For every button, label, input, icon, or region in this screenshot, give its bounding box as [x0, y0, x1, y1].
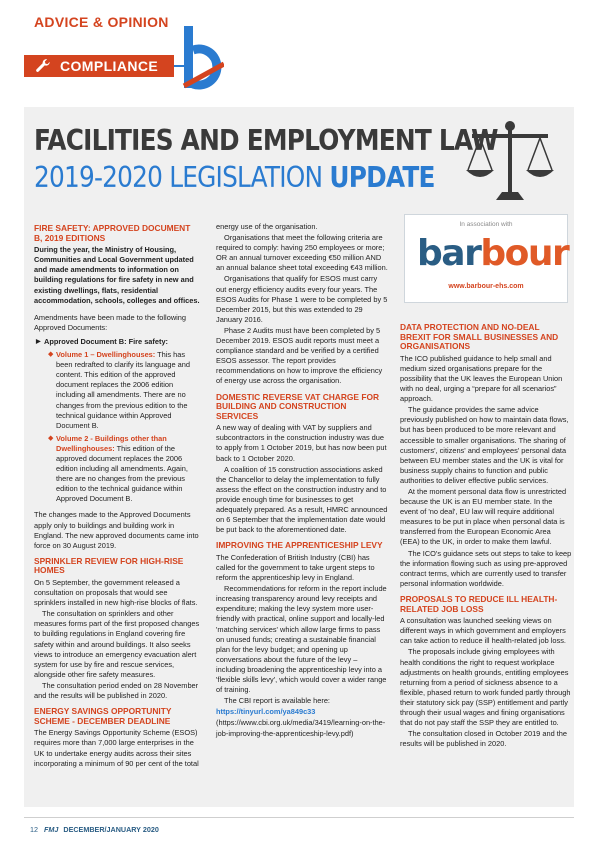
sprinkler-p2: The consultation on sprinklers and other measures forms part of the first proposed changes to building regulations in England covering fire safety within and around buildings. It also seeks views to introduce an emergency evacuation alert system for use by fire and rescue services, alongside other fire safety measures.: [34, 609, 200, 679]
barbour-logo: [417, 233, 568, 274]
heading-sprinkler: SPRINKLER REVIEW FOR HIGH-RISE HOMES: [34, 555, 184, 576]
category-label: COMPLIANCE: [60, 58, 159, 74]
health-p2: The proposals include giving employees with health conditions the right to request workplace adjustments on health grounds, entitling employees returning from a period of sickness absence to a flexible, phased return to work funded partly through their statutory sick pay (SSP) entitlement and partly through their usual wages and fining organisations that do not pay staff the SSP they are entitled to.: [400, 647, 571, 728]
sponsor-assoc-text: In association with: [459, 221, 513, 228]
wrench-icon: [34, 57, 52, 75]
sprinkler-p1: On 5 September, the government released a consultation on proposals that would see sprinklers installed in new high-rise blocks of flats.: [34, 578, 198, 608]
issue-date: DECEMBER/JANUARY 2020: [63, 825, 159, 834]
diamond-bullet-icon: ◆: [48, 351, 54, 359]
gdpr-p4: The ICO's guidance sets out steps to take to keep the information flowing such as using pre-approved contract terms, which are currently used to transfer personal information worldwide.: [400, 548, 572, 588]
esos-p1: The Energy Savings Opportunity Scheme (ESOS) requires more than 7,000 large enterprises in the UK to undertake energy audits across their sites incorporating a minimum of 90 per cent of the total: [34, 728, 199, 768]
column-2: [216, 222, 388, 740]
volume-2-body: This edition of the approved document replaces the 2006 edition including all amendments. Again, there are no changes from the previous edition to the technical guidance within Approved Document B.: [56, 443, 188, 504]
heading-esos: ENERGY SAVINGS OPPORTUNITY SCHEME - DECEMBER DEADLINE: [34, 706, 172, 726]
gdpr-p3: At the moment personal data flow is unrestricted because the UK is an EU member state. In the event of 'no deal', EU law will require additional measures to be put in place when personal data is transferred from the European Economic Area (EEA) to the UK, in order to make them lawful.: [400, 487, 567, 547]
column-3: [400, 319, 572, 750]
headline-line2: [34, 161, 435, 194]
fire-lead: During the year, the Ministry of Housing, Communities and Local Government updated and made amendments to information on building regulations for fire safety in new and existing dwellings, flats, residential accommodation, schools, colleges and offices.: [34, 245, 200, 305]
heading-vat: DOMESTIC REVERSE VAT CHARGE FOR BUILDING AND CONSTRUCTION SERVICES: [216, 391, 380, 421]
esos-p2: Organisations that meet the following criteria are required to comply: having 250 employees or more; OR an annual turnover exceeding €50 million AND an annual balance sheet total exceeding €43 million.: [216, 233, 388, 273]
volume-2-item: [48, 434, 201, 505]
levy-short-link[interactable]: https://tinyurl.com/ya849c33: [216, 707, 316, 717]
vat-p1: A new way of dealing with VAT by suppliers and subcontractors in the construction industry was due to apply from 1 October 2019, but has now been put back to 1 October 2020.: [216, 423, 387, 463]
levy-full-link[interactable]: (https://www.cbi.org.uk/media/3419/learning-on-the-job-improving-the-apprenticeship-levy.pdf): [216, 718, 386, 738]
gdpr-p2: The guidance provides the same advice previously published on how to maintain data flows, but has been produced to be more relevant and accessible to smaller organisations. The sharing of customers', citizens' and employees' personal data between EU member states and the UK is vital for business supply chains to function and public authorities to deliver effective public services.: [400, 405, 569, 485]
magazine-name: FMJ: [44, 825, 59, 834]
page-number: 12: [30, 825, 38, 834]
volume-1-text: [56, 350, 201, 431]
gdpr-p1: The ICO published guidance to help small and medium sized organisations prepare for the possibility that the UK leaves the European Union with no deal, urging a “prepare for all scenarios” approach.: [400, 353, 563, 404]
diamond-bullet-icon: ◆: [48, 434, 54, 442]
esos-p4: Phase 2 Audits must have been completed by 5 December 2019. ESOS audit reports must meet a compliance standard and be verified by a certified ESOS assessor. The report provides recommendations on how to improve the efficiency of energy use across the organisation.: [216, 325, 383, 386]
fire-conclusion: The changes made to the Approved Documents apply only to buildings and building work in England. The new approved documents came into force on 30 August 2019.: [34, 510, 199, 550]
fire-subhead: [36, 337, 201, 347]
page-footer: [30, 825, 159, 834]
heading-data-protection: DATA PROTECTION AND NO-DEAL BREXIT FOR SMALL BUSINESSES AND ORGANISATIONS: [400, 322, 559, 352]
b-logo-icon: [180, 24, 224, 90]
category-banner: [24, 55, 174, 77]
heading-levy: IMPROVING THE APPRENTICESHIP LEVY: [216, 540, 383, 551]
levy-p1: The Confederation of British Industry (CBI) has called for the government to take urgent steps to reform the apprenticeship levy in England.: [216, 552, 375, 583]
sprinkler-p3: The consultation period ended on 28 November and the results will be published in 2020.: [34, 680, 199, 701]
esos-continued: energy use of the organisation.: [216, 222, 318, 231]
heading-ill-health: PROPOSALS TO REDUCE ILL HEALTH-RELATED JOB LOSS: [400, 593, 558, 614]
volume-1-body: This has been redrafted to clarify its language and content. This edition of the approved document replaces the 2006 edition including all amendments. There are no changes from the previous edition to the technical guidance within Approved Document B.: [56, 350, 190, 430]
volume-1-item: [48, 350, 201, 431]
levy-p2: Recommendations for reform in the report include increasing transparency around levy receipts and expenditure; making the levy system more user-friendly with practical, online support and locally-led 'matching services' which allow large firms to pass on unused funds; creating a sustainable financial plan for the levy budget; and opening up conversations about the future of the levy – including broadening the apprenticeship levy into a 'flexible skills levy', which would cover a wider range of training.: [216, 584, 387, 695]
headline-line2-normal: 2019-2020 LEGISLATION: [34, 161, 330, 194]
column-1: [34, 220, 201, 770]
volume-2-text: [56, 434, 201, 505]
fire-subhead-text: Approved Document B: Fire safety:: [44, 336, 169, 346]
health-p1: A consultation was launched seeking views on different ways in which government and employers can take action to reduce ill health-related job loss.: [400, 616, 566, 646]
health-p3: The consultation closed in October 2019 and the results will be published in 2020.: [400, 729, 568, 749]
vat-p2: A coalition of 15 construction associations asked the Chancellor to delay the implementation to fully assess the effect on the construction industry and to provide enough time for businesses to get adequately prepared. As a result, HMRC announced on 6 September that the implementation date would be put back to the aforementioned date.: [216, 464, 388, 535]
brand-part-2: bour: [480, 233, 569, 274]
esos-p3: Organisations that qualify for ESOS must carry out energy efficiency audits every four years. The ESOS Audits for Phase 1 were to be completed by 5 December 2015, but this was extended to 29 January 2016.: [216, 274, 388, 324]
volume-2-title: Volume 2 - Buildings other than Dwellinghouses:: [56, 433, 167, 453]
fire-intro: Amendments have been made to the following Approved Documents:: [34, 312, 187, 332]
brand-part-1: bar: [417, 233, 481, 274]
section-label: ADVICE & OPINION: [34, 14, 169, 30]
footer-rule: [24, 817, 574, 818]
levy-p3: The CBI report is available here:: [224, 696, 330, 706]
sponsor-url[interactable]: www.barbour-ehs.com: [448, 283, 524, 290]
volume-1-title: Volume 1 – Dwellinghouses:: [56, 350, 156, 360]
headline-line1: FACILITIES AND EMPLOYMENT LAW: [34, 124, 498, 157]
headline-line2-bold: UPDATE: [329, 161, 435, 194]
triangle-bullet-icon: ▶: [36, 338, 41, 345]
sponsor-box: [404, 214, 568, 303]
heading-fire-safety: FIRE SAFETY: APPROVED DOCUMENT B, 2019 EDITIONS: [34, 223, 191, 243]
